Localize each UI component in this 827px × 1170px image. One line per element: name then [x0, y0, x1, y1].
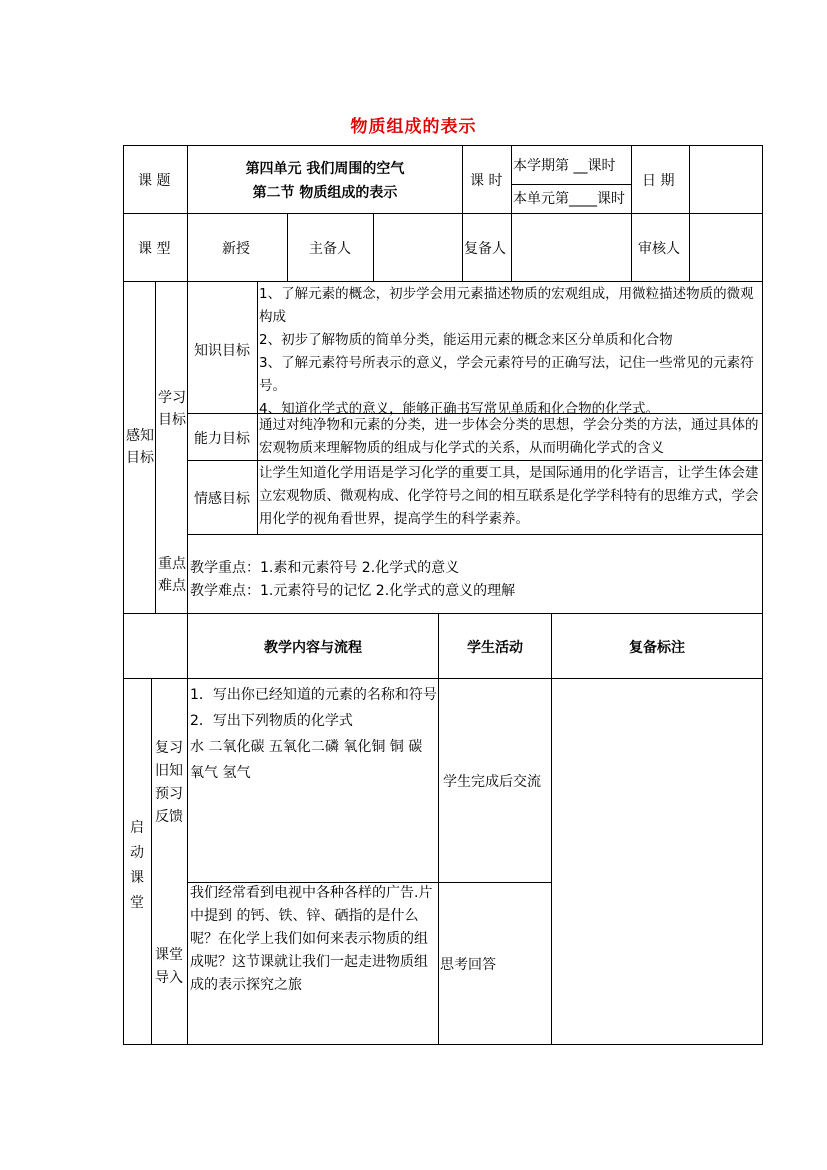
list-item: 3、了解元素符号所表示的意义，学会元素符号的正确写法，记住一些常见的元素符号。 [259, 355, 754, 394]
column-header-activity: 学生活动 [467, 640, 523, 656]
review-formulas: 水 二氧化碳 五氧化二磷 氧化铜 铜 碳 氧气 氢气 [190, 739, 423, 781]
learning-goals-label: 学习目标 [158, 390, 186, 428]
list-item: 1、了解元素的概念，初步学会用元素描述物质的宏观组成，用微粒描述物质的微观构成 [259, 286, 754, 325]
topic-section: 第二节 物质组成的表示 [252, 185, 398, 201]
topic-unit: 第四单元 我们周围的空气 [245, 161, 405, 177]
review-activity: 学生完成后交流 [443, 774, 541, 790]
ability-label: 能力目标 [194, 431, 250, 447]
topic-label: 课 题 [138, 173, 171, 189]
list-item: 4、知道化学式的意义，能够正确书写常见单质和化合物的化学式。 [259, 401, 660, 417]
emotion-label: 情感目标 [194, 491, 250, 507]
review-content [190, 682, 438, 786]
knowledge-list [259, 283, 763, 421]
reviewer-label: 审核人 [638, 241, 680, 257]
date-label: 日 期 [642, 173, 675, 189]
review-question-1: 1．写出你已经知道的元素的名称和符号 [190, 687, 437, 703]
review-label: 复习旧知预习反馈 [155, 740, 183, 825]
intro-text: 我们经常看到电视中各种各样的广告.片中提到 的钙、铁、锌、硒指的是什么呢？在化学上我们如何来表示物质的组成呢？这节课就让我们一起走进物质组成的表示探究之旅 [190, 885, 433, 993]
ability-text: 通过对纯净物和元素的分类，进一步体会分类的思想，学会分类的方法，通过具体的宏观物质来理解物质的组成与化学式的关系，从而明确化学式的含义 [259, 417, 759, 456]
co-label: 复备人 [464, 241, 506, 257]
column-header-notes: 复备标注 [629, 640, 685, 656]
review-question-2: 2．写出下列物质的化学式 [190, 713, 353, 729]
intro-activity: 思考回答 [440, 957, 496, 973]
key-points-label: 重点难点 [158, 556, 186, 594]
list-item: 2、初步了解物质的简单分类，能运用元素的概念来区分单质和化合物 [259, 332, 673, 348]
lead-label: 主备人 [309, 241, 351, 257]
emotion-text: 让学生知道化学用语是学习化学的重要工具，是国际通用的化学语言，让学生体会建立宏观物质、微观构成、化学符号之间的相互联系是化学学科特有的思维方式，学会用化学的视角看世界，提高学生的科学素养。 [259, 465, 759, 527]
goals-section-label: 感知目标 [126, 428, 154, 466]
intro-label: 课堂导入 [155, 947, 183, 986]
start-section-label: 启动课堂 [130, 820, 144, 911]
knowledge-label: 知识目标 [194, 343, 250, 359]
unit-hours: 本单元第____课时 [513, 191, 625, 207]
difficult-point: 教学难点：1.元素符号的记忆 2.化学式的意义的理解 [190, 583, 516, 599]
page-title: 物质组成的表示 [350, 117, 477, 137]
hours-label: 课 时 [470, 173, 503, 189]
type-value: 新授 [222, 241, 250, 257]
column-header-content: 教学内容与流程 [264, 640, 362, 656]
key-point: 教学重点：1.素和元素符号 2.化学式的意义 [190, 560, 460, 576]
semester-hours: 本学期第 __课时 [513, 158, 616, 174]
type-label: 课 型 [138, 241, 171, 257]
